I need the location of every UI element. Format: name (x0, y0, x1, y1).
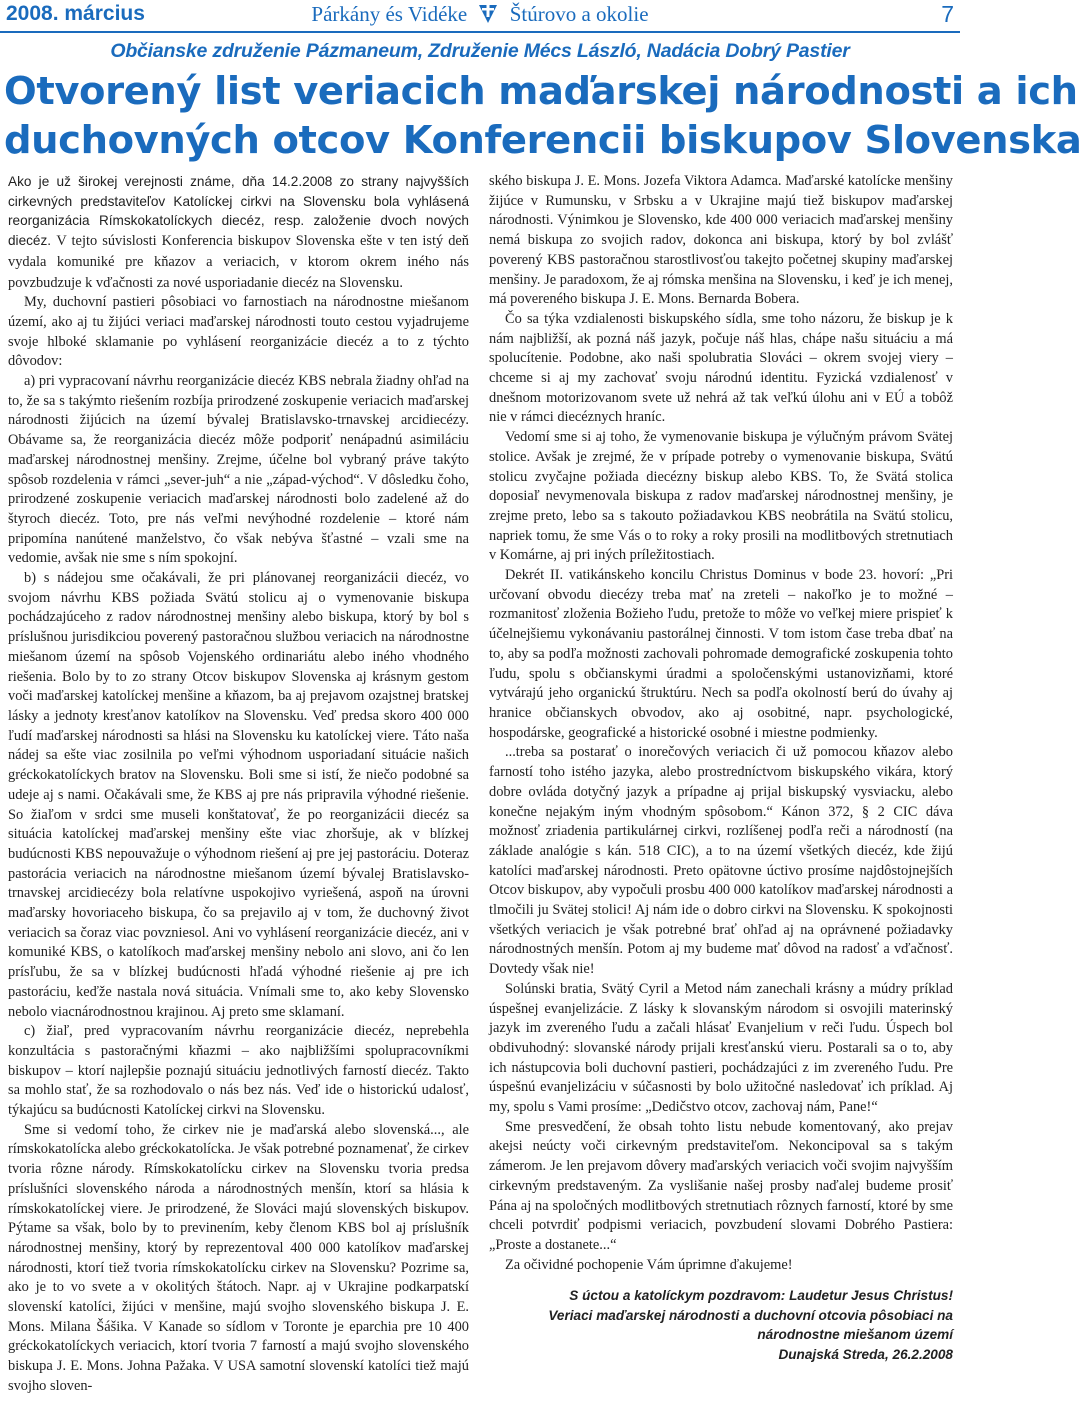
body-paragraph: ského biskupa J. E. Mons. Jozefa Viktora Adamca. Maďarské katolícke menšiny žijúce v Rumunsku, v Srbsku a v Ukrajine majú tiež biskupov maďarskej národnosti. Výnimkou je Slovensko, kde 400 000 veriacich maďarskej menšiny nemá biskupa zo svojich radov, dokonca ani biskupa, ktorý by bol zvlášť poverený KBS pastoračnou starostlivosťou takejto početnej skupiny maďarskej menšiny. Je paradoxom, že aj rómska menšina na Slovensku, i keď je ich menej, má povereného biskupa J. E. Mons. Bernarda Bobera. (489, 173, 953, 308)
body-paragraph: Za očividné pochopenie Vám úprimne ďakujeme! (505, 1256, 793, 1273)
body-paragraph: Čo sa týka vzdialenosti biskupského sídla, sme toho názoru, že biskup je k nám najbližší, ak pozná náš jazyk, počuje náš hlas, chápe našu situáciu a má spolucítenie. Podobne, ako naši spolubratia Slováci – okrem svojej viery – chceme si aj my zachovať svoju národnú identitu. Fyzická vzdialenosť v dnešnom motorizovanom svete už nehrá až tak veľkú úlohu ani v EÚ a tobôž nie v rámci diecéznych hraníc. (489, 310, 953, 426)
body-paragraph: Solúnski bratia, Svätý Cyril a Metod nám zanechali krásny a múdry príklad úspešnej evanjelizácie. Z lásky k slovanským národom si osvojili materinský jazyk im zvereného ľudu a začali hlásať Evanjelium v reči ľudu. Úspech bol obdivuhodný: slovanské národy prijali kresťanskú vieru. Postarali sa o to, aby ich nástupcovia boli duchovní pastieri, pochádzajúci z im zvereného ľudu. Pre úspešnú evanjelizáciu v súčasnosti by bolo užitočné nasledovať ich príklad. Aj my, spolu s Vami prosíme: „Dedičstvo otcov, zachovaj nám, Pane!“ (489, 980, 953, 1116)
body-paragraph: b) s nádejou sme očakávali, že pri plánovanej reorganizácii diecéz, vo svojom návrhu KBS požiada Svätú stolicu aj o vymenovanie biskupa pochádzajúceho z radov národnostnej menšiny alebo biskupa, ktorý by bol s príslušnou jurisdikciou poverený pastoračnou službou veriacich na národnostne miešanom území na spôsob Vojenského ordinariátu alebo iného vhodného riešenia. Bolo by to zo strany Otcov biskupov Slovenska aj krásnym gestom voči maďarskej katolíckej menšine a kňazom, ba aj prejavom ozajstnej bratskej lásky a jednoty kresťanov katolíkov na Slovensku. Veď predsa skoro 400 000 ľudí maďarskej národnosti sa hlási na Slovensku ku katolíckej viere. Táto naša nádej sa ešte viac zosilnila po veľmi výhodnom usporiadaní situácie našich gréckokatolíckych bratov na Slovensku. Boli sme si istí, že niečo podobné sa udeje aj s nami. Očakávali sme, že KBS aj pre nás pripravila výhodné riešenie. So žiaľom v srdci sme museli konštatovať, že po reorganizácii diecéz sa situácia katolíckej maďarskej menšiny ešte viac zhoršuje, ak v blízkej budúcnosti KBS nepouvažuje o výhodnom riešení aj pre jej pastoráciu. Doteraz pastorácia veriacich na národnostne miešanom území bývalej Bratislavsko-trnavskej arcidiecézy bola relatívne uspokojivo vyriešená, aspoň na úrovni maďarsky hovoriaceho biskupa, čo sa prejavilo aj v tom, že duchovný život veriacich sa čoraz viac povzniesol. Ani vo vyhlásení reorganizácie diecéz, ani v komuniké KBS, o katolíkoch maďarskej menšiny nebolo ani slovo, ani čo len prísľubu, že sa v blízkej budúcnosti hľadá výhodné riešenie aj pre ich pastoráciu, keďže nastala nová situácia. Vnímali sme to, ako keby Slovensko nebolo viacnárodnostnou krajinou. Aj preto sme sklamaní. (8, 570, 469, 1020)
publication-title (280, 2, 680, 27)
signature-block (489, 1286, 953, 1364)
body-paragraph: a) pri vypracovaní návrhu reorganizácie diecéz KBS nebrala žiadny ohľad na to, že sa s takýmto riešením rozbíja prirodzené zoskupenie veriacich maďarskej národnosti žijúcich na území bývalej Bratislavsko-trnavskej arcidiecézy. Obávame sa, že reorganizácia diecéz môže podporiť nenápadnú asimiláciu maďarskej národnostnej menšiny. Zrejme, účelne bol vybraný práve takýto spôsob rozdelenia v rámci „sever-juh“ a nie „západ-východ“. V dôsledku čoho, prirodzené zoskupenie veriacich maďarskej národnosti bolo zadelené až do štyroch diecéz. Toto, pre nás veľmi nevýhodné rozdelenie – ktoré nám pripomína nanútené manželstvo, čo však nebýva šťastné – vzali sme na vedomie, avšak nie sme s ním spokojní. (8, 373, 469, 567)
body-paragraph: Vedomí sme si aj toho, že vymenovanie biskupa je výlučným právom Svätej stolice. Avšak je zrejmé, že v prípade potreby o vymenovanie biskupa, Svätú stolicu zvyčajne požiada diecézny biskup alebo KBS. To, že Svätá stolica doposiaľ nevymenovala biskupa z radov maďarskej národnostnej menšiny, je zrejme preto, lebo sa s takouto požiadavkou KBS neobrátila na Svätú stolicu, napriek tomu, že sme Vás o to roky a roky prosili na modlitbových stretnutiach v Komárne, aj pri iných príležitostiach. (489, 429, 953, 564)
publication-name-left: Párkány és Vidéke (311, 2, 468, 26)
signoff-signatories-cont: národnostne miešanom území (757, 1327, 953, 1343)
page-number: 7 (941, 1, 954, 27)
signoff-greeting: S úctou a katolíckym pozdravom: Laudetur Jesus Christus! (569, 1288, 953, 1304)
header-rule (0, 31, 960, 33)
body-paragraph: Sme si vedomí toho, že cirkev nie je maďarská alebo slovenská..., ale rímskokatolícka alebo gréckokatolícka. Je však potrebné poznamenať, že cirkev tvoria rôzne národy. Rímskokatolícku cirkev na Slovensku tvoria predsa príslušníci slovenského národa a národnostných menšín, ktorí sa hlásia k rímskokatolíckej viere. Je prirodzené, že Slováci majú slovenských biskupov. Pýtame sa však, bolo by to previnením, keby členom KBS bol aj príslušník národnostnej menšiny, ktorý by reprezentoval 400 000 katolíkov maďarskej národnosti, ktorí tiež tvoria rímskokatolícku cirkev na Slovensku? Pozrime sa, ako je to vo svete a v okolitých štátoch. Napr. aj v Ukrajine podkarpatskí slovenskí katolíci, žijúci v menšine, majú svojho slovenského biskupa J. E. Mons. Milana Šášika. V Kanade so sídlom v Toronte je eparchia pre 10 400 gréckokatolíckych veriacich, ktorí tvoria 7 farností a majú svojho slovenského biskupa J. E. Mons. Johna Pažaka. V USA samotní slovenskí katolíci tiež majú svojho sloven- (8, 1121, 469, 1394)
text-column-right (489, 172, 953, 1364)
lead-continuation: V tejto súvislosti Konferencia biskupov Slovenska ešte v ten istý deň vydala komuniké pre kňazov a veriacich, v ktorom okrem iného nás povzbudzuje k vďačnosti za nové usporiadanie diecéz na Slovensku. (8, 233, 469, 291)
signoff-signatories: Veriaci maďarskej národnosti a duchovní otcovia pôsobiaci na (548, 1307, 953, 1323)
article-title-line-1: Otvorený list veriacich maďarskej národnosti a ich (4, 69, 1078, 114)
crest-icon (476, 3, 500, 25)
issue-date: 2008. március (6, 2, 145, 25)
lead-paragraph: Ako je už širokej verejnosti známe, dňa 14.2.2008 zo strany najvyšších cirkevných predstaviteľov Katolíckej cirkvi na Slovensku bola vyhlásená reorganizácia Rímskokatolíckych diecéz, resp. založenie dvoch nových diecéz. V tejto súvislosti Konferencia biskupov Slovenska ešte v ten istý deň vydala komuniké pre kňazov a veriacich, v ktorom okrem iného nás povzbudzuje k vďačnosti za nové usporiadanie diecéz na Slovensku. (8, 174, 469, 291)
running-head (0, 0, 960, 32)
text-column-left (8, 172, 469, 1397)
body-paragraph: My, duchovní pastieri pôsobiaci vo farnostiach na národnostne miešanom území, ako aj tu žijúci veriaci maďarskej národnosti touto cestou vyjadrujeme svoje hlboké sklamanie po vyhlásení reorganizácie diecéz a to z týchto dôvodov: (8, 294, 469, 370)
body-paragraph: Dekrét II. vatikánskeho koncilu Christus Dominus v bode 23. hovorí: „Pri určovaní obvodu diecézy treba mať na zreteli – nakoľko je to možné – rozmanitosť zloženia Božieho ľudu, pretože to môže vo veľkej miere prispieť k účelnejšiemu vykonávaniu pastorálnej činnosti. V tom istom čase treba dbať na to, aby sa podľa možnosti zachovali pohromade demografické zoskupenia tohto ľudu, spolu s občianskymi úradmi a spoločenskými ustanovizňami, ktoré vytvárajú jeho organickú štruktúru. Nech sa podľa okolností berú do úvahy aj hranice občianskych obvodov, ako aj osobitné, napr. psychologické, hospodárske, geografické a historické osobné i miestne podmienky. (489, 567, 953, 741)
article-kicker: Občianske združenie Pázmaneum, Združenie Mécs László, Nadácia Dobrý Pastier (110, 40, 850, 62)
body-paragraph: ...treba sa postarať o inorečových veriacich či už pomocou kňazov alebo farností toho istého jazyka, alebo prostredníctvom biskupského vikára, ktorý dobre ovláda dotyčný jazyk a prípadne aj prijal biskupský vysviacku, alebo konečne nejakým iným vhodným spôsobom.“ Kánon 372, § 2 CIC dáva možnosť zriadenia partikulárnej cirkvi, rozlíšenej podľa reči a národností (na základe analógie s kán. 518 CIC), a to na území všetkých diecéz, kde žijú katolíci maďarskej národnosti. Preto opätovne úctivo prosíme najdôstojnejších Otcov biskupov, aby vypočuli prosbu 400 000 katolíkov maďarskej národnosti a tlmočili ju Svätej stolici! Aj nám ide o dobro cirkvi na Slovensku. K spokojnosti všetkých veriacich je však potrebné brať ohľad aj na oprávnené požiadavky národnostných menšín. Potom aj my budeme mať dôvod na radosť a vďačnosť. Dovtedy však nie! (489, 744, 953, 978)
body-paragraph: c) žiaľ, pred vypracovaním návrhu reorganizácie diecéz, neprebehla konzultácia s pastoračnými kňazmi – ako najbližšími spolupracovníkmi biskupov – ktorí najlepšie poznajú situáciu jednotlivých farností diecéz. Takto sa mohlo stať, že sa rozhodovalo o nás bez nás. Veď ide o historickú udalosť, týkajúcu sa budúcnosti Katolíckej cirkvi na Slovensku. (8, 1023, 469, 1119)
article-title (4, 67, 1081, 165)
signoff-place-date: Dunajská Streda, 26.2.2008 (778, 1346, 953, 1362)
publication-name-right: Štúrovo a okolie (509, 2, 649, 26)
article-title-line-2: duchovných otcov Konferencii biskupov Slovenska (4, 118, 1081, 163)
body-paragraph: Sme presvedčení, že obsah tohto listu nebude komentovaný, ako prejav akejsi neúcty voči cirkevným predstaviteľom. Nekoncipoval sa s takým zámerom. Je len prejavom dôvery maďarských veriacich voči svojim najvyšším cirkevným predstaveným. Za vyslišanie našej prosby naďalej budeme prosiť Pána aj na spoločných modlitbových stretnutiach rôznych farností, ktoré by sme chceli potvrdiť podpismi veriacich, povzbudení slovami Dobrého Pastiera: „Proste a dostanete...“ (489, 1118, 953, 1253)
